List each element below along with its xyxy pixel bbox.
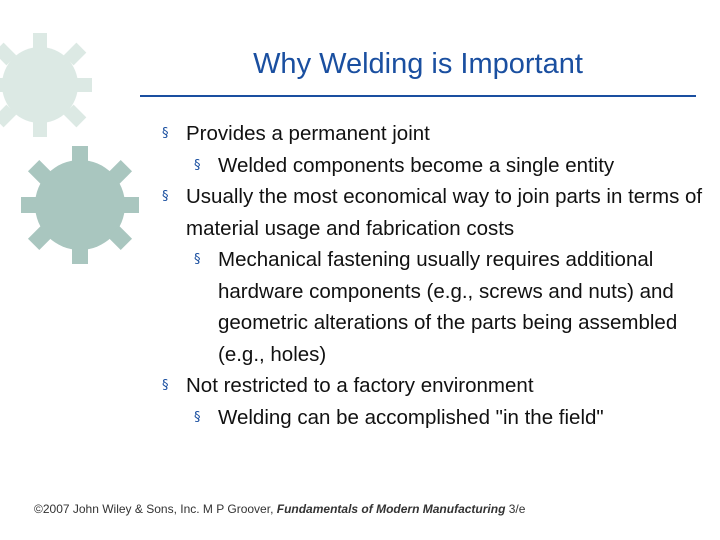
bullet-text: Mechanical fastening usually requires additional hardware components (e.g., screws and nuts) and geometric alterations of the parts being assembled (e.g., holes) [218, 248, 678, 366]
bullet-marker-icon: § [194, 157, 201, 173]
bullet-text: Not restricted to a factory environment [186, 374, 534, 397]
sub-bullet-item [160, 244, 705, 370]
bullet-list [160, 118, 705, 433]
bullet-marker-icon: § [194, 252, 201, 267]
bullet-marker-icon: § [162, 189, 169, 204]
title-underline [140, 95, 696, 97]
footer-edition: 3/e [505, 502, 526, 516]
footer [34, 502, 525, 516]
bullet-text: Usually the most economical way to join parts in terms of material usage and fabrication costs [186, 185, 703, 240]
bullet-marker-icon: § [162, 126, 169, 141]
bullet-text: Welding can be accomplished "in the field" [218, 405, 604, 429]
bullet-item [160, 370, 705, 402]
footer-copyright: ©2007 John Wiley & Sons, Inc. M P Groover, [34, 502, 277, 516]
gear-large-icon [0, 33, 92, 137]
footer-book-title: Fundamentals of Modern Manufacturing [276, 502, 506, 516]
gear-small-icon [21, 146, 139, 264]
sub-bullet-item [160, 402, 705, 434]
bullet-item [160, 118, 705, 150]
bullet-marker-icon: § [162, 378, 169, 393]
sub-bullet-item [160, 150, 705, 182]
bullet-text: Welded components become a single entity [218, 153, 615, 177]
bullet-marker-icon: § [194, 409, 201, 425]
bullet-item [160, 181, 705, 244]
bullet-text: Provides a permanent joint [186, 122, 430, 145]
slide-title: Why Welding is Important [253, 48, 583, 80]
